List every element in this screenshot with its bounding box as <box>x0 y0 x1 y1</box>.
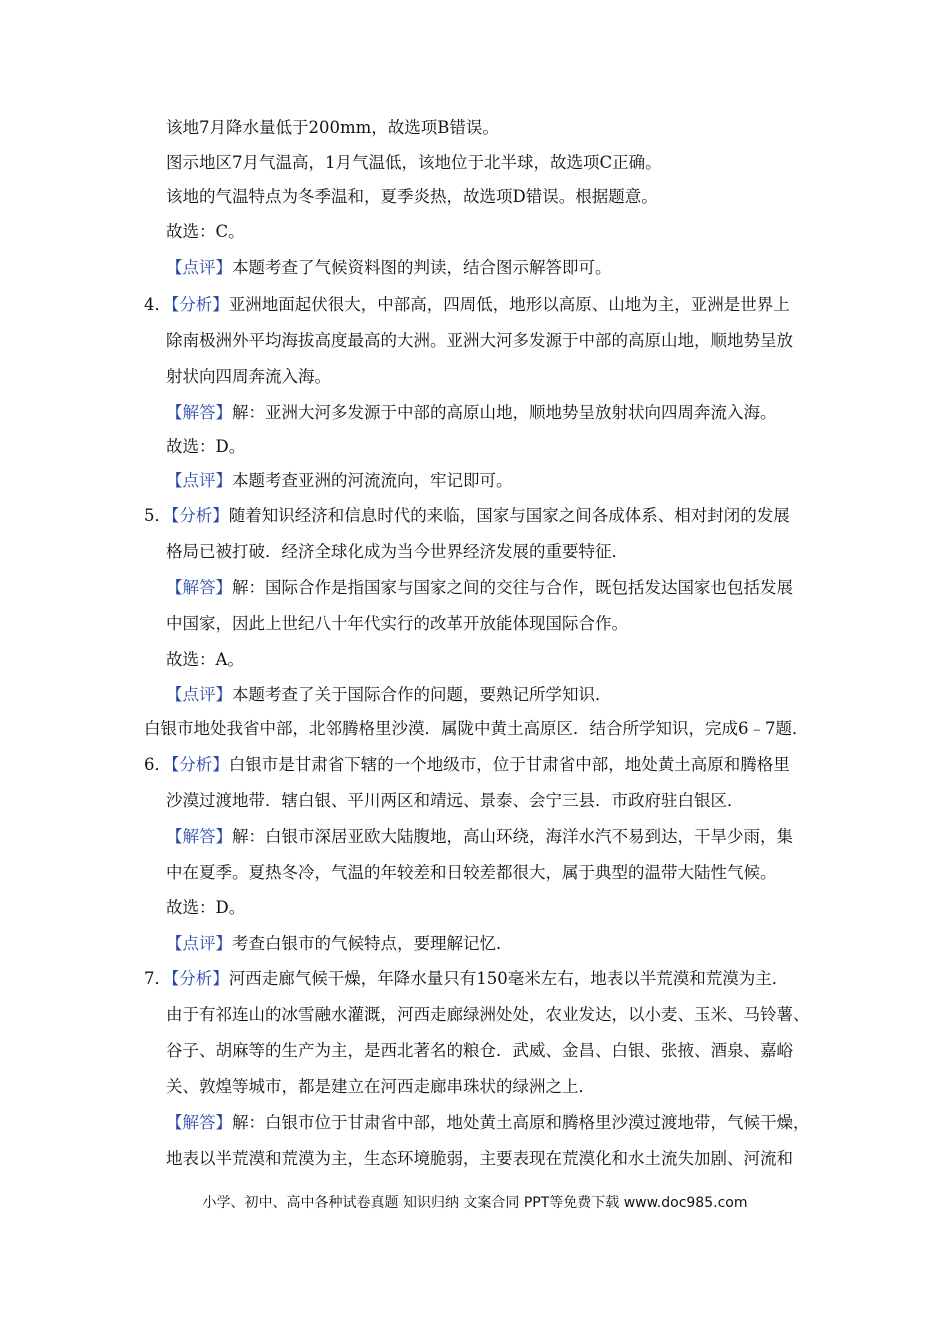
question-7: 7．【分析】河西走廊气候干燥，年降水量只有150毫米左右，地表以半荒漠和荒漠为主． <box>144 969 789 988</box>
text-line: 谷子、胡麻等的生产为主，是西北著名的粮仓．武威、金昌、白银、张掖、酒泉、嘉峪 <box>166 1041 793 1060</box>
text-line: 故选：A。 <box>166 650 244 669</box>
question-5: 5．【分析】随着知识经济和信息时代的来临，国家与国家之间各成体系、相对封闭的发展 <box>144 506 790 525</box>
text-line: 射状向四周奔流入海。 <box>166 367 331 386</box>
text-line: 中国家，因此上世纪八十年代实行的改革开放能体现国际合作。 <box>166 614 628 633</box>
text-line: 【解答】解：白银市深居亚欧大陆腹地，高山环绕，海洋水汽不易到达，干旱少雨，集 <box>166 827 793 846</box>
text-line: 格局已被打破．经济全球化成为当今世界经济发展的重要特征． <box>166 542 628 561</box>
text-line: 故选：D。 <box>166 437 246 456</box>
text-line: 【点评】本题考查亚洲的河流流向，牢记即可。 <box>166 471 513 490</box>
text-line: 【解答】解：亚洲大河多发源于中部的高原山地，顺地势呈放射状向四周奔流入海。 <box>166 403 777 422</box>
text-line: 中在夏季。夏热冬冷，气温的年较差和日较差都很大，属于典型的温带大陆性气候。 <box>166 863 777 882</box>
page-footer: 小学、初中、高中各种试卷真题 知识归纳 文案合同 PPT等免费下载 www.doc985.com <box>202 1195 748 1211</box>
text-line: 故选：D。 <box>166 898 246 917</box>
text-line: 【点评】本题考查了气候资料图的判读，结合图示解答即可。 <box>166 258 612 277</box>
text-line: 由于有祁连山的冰雪融水灌溉，河西走廊绿洲处处，农业发达，以小麦、玉米、马铃薯、 <box>166 1005 810 1024</box>
text-line: 关、敦煌等城市，都是建立在河西走廊串珠状的绿洲之上． <box>166 1077 595 1096</box>
text-line: 【点评】考查白银市的气候特点，要理解记忆． <box>166 934 513 953</box>
question-4: 4．【分析】亚洲地面起伏很大，中部高，四周低，地形以高原、山地为主，亚洲是世界上 <box>144 295 790 314</box>
passage-intro: 白银市地处我省中部，北邻腾格里沙漠．属陇中黄土高原区．结合所学知识，完成6﹣7题． <box>144 719 809 738</box>
question-6: 6．【分析】白银市是甘肃省下辖的一个地级市，位于甘肃省中部，地处黄土高原和腾格里 <box>144 755 790 774</box>
text-line: 除南极洲外平均海拔高度最高的大洲。亚洲大河多发源于中部的高原山地，顺地势呈放 <box>166 331 793 350</box>
text-line: 【点评】本题考查了关于国际合作的问题，要熟记所学知识． <box>166 685 612 704</box>
text-line: 该地7月降水量低于200mm，故选项B错误。 <box>166 118 499 137</box>
text-line: 地表以半荒漠和荒漠为主，生态环境脆弱，主要表现在荒漠化和水土流失加剧、河流和 <box>166 1149 793 1168</box>
text-line: 该地的气温特点为冬季温和，夏季炎热，故选项D错误。根据题意。 <box>166 187 658 206</box>
text-line: 图示地区7月气温高，1月气温低，该地位于北半球，故选项C正确。 <box>166 153 662 172</box>
text-line: 故选：C。 <box>166 222 245 241</box>
text-line: 【解答】解：国际合作是指国家与国家之间的交往与合作，既包括发达国家也包括发展 <box>166 578 793 597</box>
text-line: 【解答】解：白银市位于甘肃省中部，地处黄土高原和腾格里沙漠过渡地带，气候干燥， <box>166 1113 810 1132</box>
text-line: 沙漠过渡地带．辖白银、平川两区和靖远、景泰、会宁三县．市政府驻白银区． <box>166 791 744 810</box>
